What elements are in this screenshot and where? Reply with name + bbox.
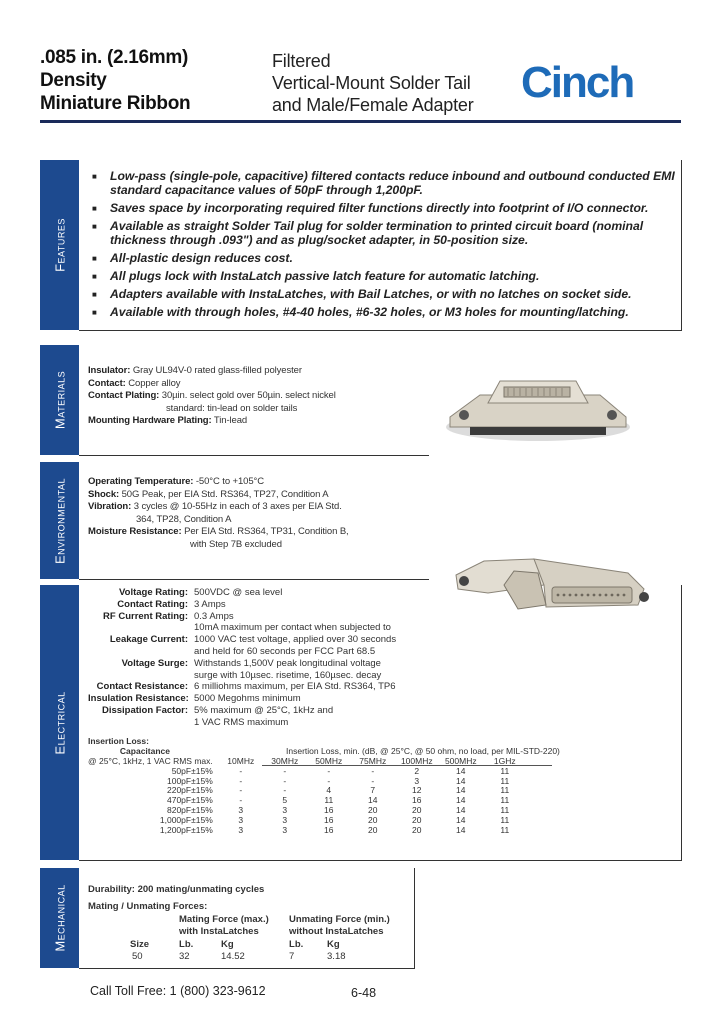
spec-value: Copper alloy [128,377,181,389]
table-cell: 14 [456,765,466,776]
table-cell: 3 [238,804,244,815]
features-list [92,169,682,323]
feature-item: ■ All-plastic design reduces cost. [92,251,682,265]
insertion-loss-title: Insertion Loss: [88,736,149,746]
spec-row [88,705,514,717]
mechanical-border [414,868,415,968]
table-cell: 3 [282,814,288,825]
table-cell: 11 [500,814,510,825]
materials-divider [79,455,429,456]
feature-item: ■ Available as straight Solder Tail plug for solder termination to printed circuit board (nominal thickness through .093") and as plug/socket adapter, in 50-position size. [92,219,682,247]
spec-value: Per EIA Std. RS364, TP31, Condition B, [184,526,349,537]
column-subheader: with InstaLatches [179,926,259,938]
spec-label: Voltage Rating: [119,587,188,598]
column-header: 30MHz [271,756,299,766]
forces-title: Mating / Unmating Forces: [88,900,208,912]
table-cell: 3 [238,814,244,825]
spec-value: 364, TP28, Condition A [136,513,232,525]
section-label-environmental: Environmental [52,477,67,564]
spec-value: 3 Amps [194,598,226,610]
sidebar-environmental [40,462,79,579]
column-header: 500MHz [444,756,477,766]
spec-value: 500VDC @ sea level [194,587,283,598]
section-label-materials: Materials [52,370,67,430]
spec-value: 5% maximum @ 25°C, 1kHz and [194,704,334,716]
spec-label: Shock: [88,488,120,500]
title-line: Density [40,70,107,91]
spec-row [88,658,514,670]
spec-label: Voltage Surge: [121,657,188,669]
spec-label: Contact Resistance: [96,681,188,693]
spec-row [88,622,514,634]
feature-item: ■ Adapters available with InstaLatches, with Bail Latches, or with no latches on socket side. [92,287,682,301]
table-cell: - [371,765,375,776]
sidebar-features [40,160,79,330]
table-cell: 11 [500,765,510,776]
spec-value: 50G Peak, per EIA Std. RS364, TP27, Condition A [121,488,329,500]
table-cell: 20 [412,824,422,835]
solder-tail-connector-image [430,345,640,457]
forces-table [118,914,390,964]
table-cell: 3 [282,804,288,815]
spec-value: 1 VAC RMS maximum [194,716,289,728]
spec-value: 0.3 Amps [194,610,234,622]
column-header: 10MHz [227,756,255,766]
table-cell: 4 [326,785,332,796]
spec-label: Leakage Current: [109,634,188,646]
spec-row [88,646,514,658]
table-cell: 7 [289,951,295,963]
spec-value: 5000 Megohms minimum [194,693,301,705]
table-cell: 11 [500,785,510,796]
connector-photo-solder-tail [430,345,640,457]
spec-value: -50°C to +105°C [195,476,265,487]
spec-value: surge with 10µsec. risetime, 160µsec. decay [194,669,382,681]
feature-item: ■ All plugs lock with InstaLatch passive latch feature for automatic latching. [92,269,682,283]
sidebar-materials [40,345,79,455]
table-cell: 3 [414,775,420,786]
environmental-specs [88,476,428,551]
table-cell: 14 [456,824,466,835]
header-divider [40,120,681,123]
capacitance-subheader: @ 25°C, 1kHz, 1 VAC RMS max. [88,756,213,766]
table-cell: 20 [368,814,378,825]
column-header: Lb. [289,938,304,950]
materials-specs [88,365,428,428]
environmental-divider [79,579,429,580]
insertion-loss-span-header: Insertion Loss, min. (dB, @ 25°C, @ 50 ohm, no load, per MIL-STD-220) [286,745,560,756]
insertion-loss-table [88,757,527,835]
spec-value: and held for 60 seconds per FCC Part 68.5 [194,645,376,657]
table-cell: 20 [412,814,422,825]
electrical-specs [88,587,514,729]
spec-row [88,693,514,705]
spec-value: 10mA maximum per contact when subjected to [194,622,391,634]
spec-label: Vibration: [88,501,132,512]
table-cell: 1,200pF±15% [159,824,213,835]
spec-value: Tin-lead [213,415,248,426]
table-cell: - [239,765,243,776]
column-header: Lb. [179,938,194,950]
capacitance-header: Capacitance [119,745,170,756]
table-cell: 7 [370,785,376,796]
table-cell: 11 [500,795,510,806]
column-header: 75MHz [359,756,387,766]
spec-row [88,634,514,646]
title-line: Miniature Ribbon [40,93,191,114]
table-cell: 14 [456,804,466,815]
spec-label: Mounting Hardware Plating: [88,415,212,426]
column-header: 1GHz [493,756,516,766]
spec-row [88,587,514,599]
product-title [40,46,190,115]
spec-value: 1000 VAC test voltage, applied over 30 seconds [194,634,397,646]
table-cell: 20 [368,824,378,835]
table-cell: 2 [414,765,420,776]
spec-row [88,717,514,729]
spec-value: with Step 7B excluded [190,538,282,550]
table-cell: 3 [238,824,244,835]
spec-label: Moisture Resistance: [88,526,182,537]
table-cell: - [239,775,243,786]
electrical-border [681,585,682,860]
sidebar-mechanical [40,868,79,968]
footer-phone: Call Toll Free: 1 (800) 323-9612 [90,984,266,998]
spec-value: Gray UL94V-0 rated glass-filled polyester [132,365,302,376]
feature-item: ■ Low-pass (single-pole, capacitive) filtered contacts reduce inbound and outbound conducted EMI standard capacitance values of 50pF through 1,200pF. [92,169,682,197]
table-cell: 14.52 [221,951,245,963]
table-cell: - [327,775,331,786]
table-cell: 20 [368,804,378,815]
spec-value: 6 milliohms maximum, per EIA Std. RS364, TP6 [194,681,396,693]
spec-label: Dissipation Factor: [101,704,188,716]
table-cell: 3 [282,824,288,835]
spec-row [88,670,514,682]
subtitle-line: Vertical-Mount Solder Tail [272,73,471,93]
table-cell: 11 [500,804,510,815]
table-cell: 1,000pF±15% [159,814,213,825]
page-number: 6-48 [351,986,377,1000]
table-cell: - [283,765,287,776]
table-row [88,826,527,836]
column-header: Mating Force (max.) [179,914,269,925]
table-cell: 5 [282,795,288,806]
subtitle-line: and Male/Female Adapter [272,95,474,115]
column-header: Size [130,938,150,950]
table-cell: - [327,765,331,776]
mechanical-specs [88,884,264,913]
mechanical-divider [79,968,415,969]
table-cell: 11 [500,775,510,786]
spec-row [88,681,514,693]
column-header: Unmating Force (min.) [289,914,390,925]
features-divider [79,330,682,331]
column-header: Kg [221,938,234,950]
spec-label: Operating Temperature: [88,476,194,487]
spec-label: Contact Rating: [117,598,188,610]
feature-item: ■ Available with through holes, #4-40 holes, #6-32 holes, or M3 holes for mounting/latching. [92,305,682,319]
spec-label: RF Current Rating: [103,610,188,622]
product-subtitle [272,50,474,116]
spec-value: 30µin. select gold over 50µin. select nickel [161,390,336,401]
table-cell: 14 [456,814,466,825]
spec-value: standard: tin-lead on solder tails [166,402,298,414]
spec-label: Contact Plating: [88,390,160,401]
column-header: Kg [327,938,340,950]
feature-item: ■ Saves space by incorporating required filter functions directly into footprint of I/O connector. [92,201,682,215]
table-cell: 100pF±15% [166,775,213,786]
table-cell: 32 [179,951,190,963]
table-cell: 50pF±15% [171,765,213,776]
durability-text: Durability: 200 mating/unmating cycles [88,884,265,895]
table-cell: 820pF±15% [166,804,213,815]
table-cell: 11 [324,795,334,806]
column-header: 50MHz [315,756,343,766]
table-cell: 11 [500,824,510,835]
table-cell: 16 [324,814,334,825]
table-cell: 12 [412,785,422,796]
table-cell: 14 [368,795,378,806]
subtitle-line: Filtered [272,51,331,71]
table-cell: 470pF±15% [166,795,213,806]
spec-row [88,611,514,623]
table-cell: 3.18 [327,951,346,963]
table-cell: 20 [412,804,422,815]
table-cell: 16 [324,804,334,815]
spec-label: Insulation Resistance: [88,693,189,705]
table-cell: - [283,785,287,796]
section-label-electrical: Electrical [52,690,67,755]
spec-label: Contact: [88,377,126,389]
table-cell: 14 [456,775,466,786]
table-row [118,951,390,963]
table-cell: 14 [456,785,466,796]
spec-row [88,599,514,611]
table-cell: 14 [456,795,466,806]
column-subheader: without InstaLatches [289,926,384,938]
features-border [681,160,682,330]
column-header: 100MHz [400,756,433,766]
insertion-loss-header [88,737,560,757]
table-cell: 50 [132,951,143,963]
cinch-logo: Cinch [521,58,634,107]
spec-value: 3 cycles @ 10-55Hz in each of 3 axes per EIA Std. [133,501,342,512]
table-cell: 16 [412,795,422,806]
spec-label [88,622,194,634]
table-cell: - [283,775,287,786]
table-cell: - [239,795,243,806]
title-line: .085 in. (2.16mm) [40,47,189,68]
table-cell: 16 [324,824,334,835]
section-label-features: Features [52,218,67,272]
sidebar-electrical [40,585,79,860]
spec-value: Withstands 1,500V peak longitudinal voltage [194,657,381,669]
electrical-divider [79,860,682,861]
spec-label: Insulator: [88,365,131,376]
table-cell: - [239,785,243,796]
table-cell: 220pF±15% [166,785,213,796]
table-cell: - [371,775,375,786]
section-label-mechanical: Mechanical [52,884,67,952]
